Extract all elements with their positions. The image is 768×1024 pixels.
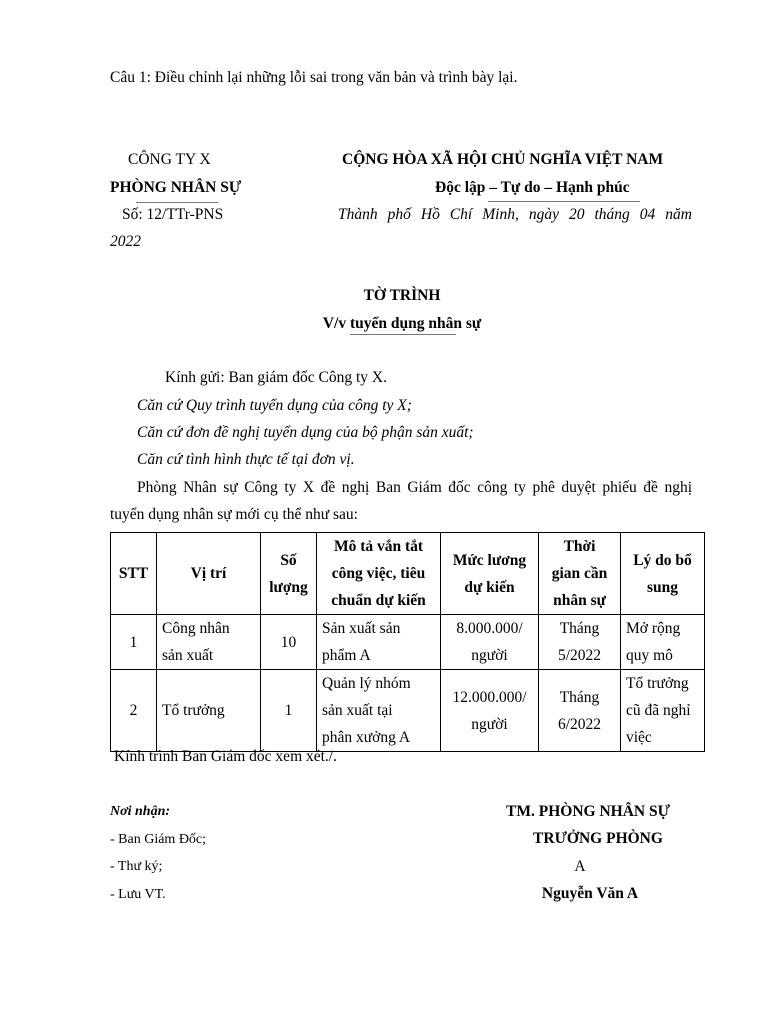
recipients-label: Nơi nhận: bbox=[110, 804, 171, 819]
recipient-item: - Ban Giám Đốc; bbox=[110, 832, 207, 847]
table-header-text: Vị trí bbox=[190, 565, 227, 582]
table-cell-text: phân xưởng A bbox=[322, 729, 411, 746]
table-cell bbox=[111, 670, 157, 752]
proposal-paragraph-line2: tuyển dụng nhân sự mới cụ thể như sau: bbox=[110, 506, 358, 523]
table-cell-text: người bbox=[471, 647, 508, 664]
table-cell bbox=[261, 670, 317, 752]
table-cell-text: 12.000.000/ bbox=[452, 688, 527, 706]
table-header-row bbox=[111, 533, 705, 615]
table-cell-text: Mở rộng bbox=[626, 620, 681, 637]
document-number: Số: 12/TTr-PNS bbox=[122, 206, 224, 223]
table-cell-text: Tổ trưởng bbox=[162, 702, 225, 719]
document-title: TỜ TRÌNH bbox=[363, 287, 441, 304]
table-cell-text: Quản lý nhóm bbox=[322, 675, 411, 692]
table-header-text: công việc, tiêu bbox=[331, 565, 426, 582]
table-cell-text: Tháng bbox=[559, 688, 600, 706]
table-cell-text: 6/2022 bbox=[557, 715, 602, 733]
table-cell bbox=[317, 615, 441, 670]
place-date: Thành phố Hồ Chí Minh, ngày 20 tháng 04 năm bbox=[338, 206, 692, 223]
signature-mark: A bbox=[574, 858, 586, 875]
table-cell-text: 5/2022 bbox=[557, 647, 602, 664]
company-name: CÔNG TY X bbox=[128, 151, 211, 168]
subtitle-underline bbox=[350, 334, 456, 335]
document-subtitle: V/v tuyển dụng nhân sự bbox=[322, 315, 482, 332]
table-cell bbox=[317, 670, 441, 752]
table-header-text: Mức lương bbox=[452, 551, 527, 569]
table-cell-text: 2 bbox=[129, 702, 138, 719]
table-cell bbox=[261, 615, 317, 670]
table-cell-text: 1 bbox=[129, 633, 138, 651]
signature-title: TRƯỞNG PHÒNG bbox=[533, 830, 663, 847]
table-cell-text: Tổ trưởng bbox=[626, 675, 689, 692]
department-name: PHÒNG NHÂN SỰ bbox=[110, 179, 242, 196]
table-cell-text: Sản xuất sản bbox=[322, 620, 401, 637]
table-cell-text: việc bbox=[626, 729, 652, 746]
table-header-text: lượng bbox=[269, 578, 308, 596]
table-cell bbox=[539, 670, 621, 752]
table-header-text: STT bbox=[118, 565, 149, 582]
closing-line: Kính trình Ban Giám đốc xem xét./. bbox=[114, 748, 337, 765]
department-underline bbox=[136, 202, 218, 203]
place-date-year: 2022 bbox=[110, 233, 141, 250]
table-cell-text: Công nhân bbox=[162, 620, 230, 637]
recruitment-table bbox=[110, 532, 705, 752]
table-header-cell bbox=[441, 533, 539, 615]
table-header-text: Thời bbox=[563, 538, 596, 555]
recipient-line: Kính gửi: Ban giám đốc Công ty X. bbox=[165, 369, 387, 386]
table-cell-text: 1 bbox=[284, 702, 293, 719]
table-cell bbox=[157, 670, 261, 752]
table-cell bbox=[621, 615, 705, 670]
table-cell bbox=[539, 615, 621, 670]
table-cell bbox=[441, 615, 539, 670]
recipient-item: - Lưu VT. bbox=[110, 887, 166, 902]
motto-underline bbox=[488, 201, 640, 202]
instruction-text: Câu 1: Điều chỉnh lại những lỗi sai trong văn bản và trình bày lại. bbox=[110, 69, 518, 86]
table-header-cell bbox=[261, 533, 317, 615]
table-row bbox=[111, 670, 705, 752]
table-header-cell bbox=[539, 533, 621, 615]
table-header-text: gian cần bbox=[551, 565, 608, 582]
national-motto: Độc lập – Tự do – Hạnh phúc bbox=[435, 179, 630, 196]
table-cell-text: người bbox=[471, 715, 508, 733]
table-cell bbox=[441, 670, 539, 752]
table-header-text: Mô tả vắn tắt bbox=[333, 538, 424, 555]
table-cell-text: sản xuất tại bbox=[322, 702, 393, 719]
table-cell bbox=[111, 615, 157, 670]
table-cell-text: phẩm A bbox=[322, 647, 371, 664]
table-cell-text: Tháng bbox=[559, 620, 600, 637]
basis-line: Căn cứ tình hình thực tế tại đơn vị. bbox=[137, 451, 355, 468]
table-header-text: dự kiến bbox=[464, 578, 515, 596]
country-name: CỘNG HÒA XÃ HỘI CHỦ NGHĨA VIỆT NAM bbox=[342, 151, 664, 168]
table-header-text: Lý do bổ bbox=[633, 551, 692, 569]
proposal-paragraph-line1: Phòng Nhân sự Công ty X đề nghị Ban Giám đốc công ty phê duyệt phiếu đề nghị bbox=[137, 479, 692, 496]
table-cell-text: cũ đã nghỉ bbox=[626, 702, 691, 719]
table-header-cell bbox=[157, 533, 261, 615]
table-header-cell bbox=[317, 533, 441, 615]
table-cell-text: 8.000.000/ bbox=[456, 620, 523, 637]
table-header-text: sung bbox=[646, 578, 679, 596]
table-cell-text: sản xuất bbox=[162, 647, 214, 664]
table-header-text: nhân sự bbox=[553, 592, 606, 609]
signature-organization: TM. PHÒNG NHÂN SỰ bbox=[506, 803, 670, 820]
table-header-text: chuẩn dự kiến bbox=[331, 592, 426, 609]
table-header-text: Số bbox=[280, 551, 297, 569]
table-cell-text: quy mô bbox=[626, 647, 673, 664]
table-cell-text: 10 bbox=[280, 633, 297, 651]
table-header-cell bbox=[621, 533, 705, 615]
table-header-cell bbox=[111, 533, 157, 615]
table-row bbox=[111, 615, 705, 670]
basis-line: Căn cứ Quy trình tuyển dụng của công ty X; bbox=[137, 397, 412, 414]
table-cell bbox=[621, 670, 705, 752]
signatory-name: Nguyễn Văn A bbox=[541, 885, 639, 902]
table-cell bbox=[157, 615, 261, 670]
basis-line: Căn cứ đơn đề nghị tuyển dụng của bộ phận sản xuất; bbox=[137, 424, 474, 441]
recipient-item: - Thư ký; bbox=[110, 859, 163, 874]
